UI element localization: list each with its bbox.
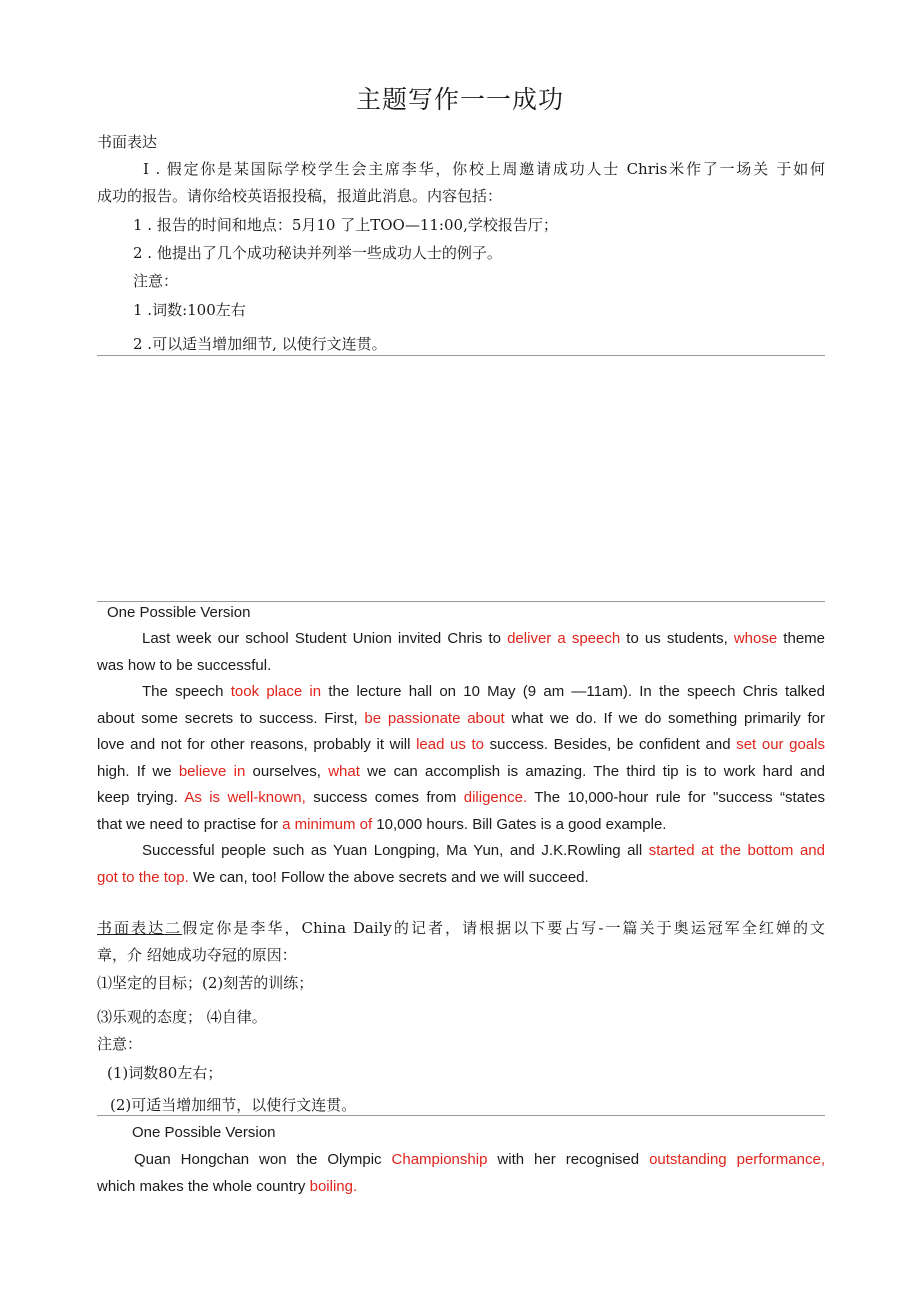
highlight-phrase: deliver a speech: [507, 630, 621, 647]
highlight-phrase: whose: [733, 630, 778, 647]
text-run: love and not for other reasons, probably it will: [97, 736, 417, 753]
task1-note2: 2 .可以适当增加细节, 以使行文连贯。: [133, 335, 387, 353]
task1-point2: 2 . 他提出了几个成功秘诀并列举一些成功人士的例子。: [133, 244, 502, 262]
text-run: success. Besides, be confident and: [484, 736, 737, 753]
version1-p2-line1: [97, 681, 825, 703]
version1-p1-line2: was how to be successful.: [97, 657, 272, 674]
text-run: Successful people such as Yuan Longping, Ma Yun, and J.K.Rowling all: [142, 842, 649, 859]
text-run: success comes from: [305, 789, 464, 806]
text-run: about some secrets to success. First,: [97, 710, 365, 727]
version2-line2: [97, 1176, 357, 1198]
highlight-phrase: believe in: [178, 763, 246, 780]
text-run: high. If we: [97, 763, 179, 780]
task1-note-label: 注意：: [133, 272, 179, 290]
highlight-phrase: what: [328, 763, 360, 780]
highlight-phrase: As is well-known,: [184, 789, 306, 806]
version2-label: One Possible Version: [132, 1124, 276, 1141]
highlight-phrase: got to the top.: [97, 869, 189, 886]
task2-points-b: ⑶乐观的态度； ⑷自律。: [97, 1008, 267, 1026]
text-run: to us students,: [620, 630, 734, 647]
version1-p3-line2: [97, 867, 589, 889]
version1-p2-line3: [97, 734, 825, 756]
text-run: that we need to practise for: [97, 816, 283, 833]
highlight-phrase: started at the bottom and: [648, 842, 825, 859]
highlight-phrase: lead us to: [416, 736, 485, 753]
text-run: what we do. If we do something primarily for: [504, 710, 825, 727]
task2-points-a: ⑴坚定的目标；(2)刻苦的训练；: [97, 974, 314, 992]
task2-line2: 章，介 绍她成功夺冠的原因：: [97, 946, 297, 964]
version2-line1: [97, 1149, 825, 1171]
task1-point1: 1 . 报告的时间和地点：5月10 了上TOO—11:00,学校报告厅；: [133, 216, 558, 234]
highlight-phrase: diligence.: [463, 789, 528, 806]
task2-note-label: 注意：: [97, 1035, 143, 1053]
text-run: theme: [777, 630, 825, 647]
text-run: We can, too! Follow the above secrets and we will succeed.: [188, 869, 589, 886]
divider: [97, 1115, 825, 1116]
version1-p2-line5: [97, 787, 825, 809]
version1-p3-line1: [97, 840, 825, 862]
text-run: the lecture hall on 10 May (9 am —11am). In the speech Chris talked: [321, 683, 825, 700]
task2-heading: 书面表达二: [97, 919, 183, 937]
task1-prompt-line1: I . 假定你是某国际学校学生会主席李华，你校上周邀请成功人士 Chris米作了一场关 于如何: [143, 160, 825, 178]
highlight-phrase: set our goals: [736, 736, 826, 753]
task1-prompt-line2: 成功的报告。请你给校英语报投稿，报道此消息。内容包括：: [97, 187, 503, 205]
highlight-phrase: a minimum of: [282, 816, 373, 833]
highlight-phrase: Championship: [391, 1151, 488, 1168]
page-title: 主题写作一一成功: [355, 85, 564, 114]
text-run: we can accomplish is amazing. The third tip is to work hard and: [359, 763, 825, 780]
text-run: Quan Hongchan won the Olympic: [134, 1151, 392, 1168]
task2-note1: (1)词数80左右；: [107, 1064, 223, 1082]
text-run: Last week our school Student Union invited Chris to: [142, 630, 508, 647]
highlight-phrase: took place in: [230, 683, 322, 700]
task1-heading: 书面表达: [97, 133, 158, 151]
highlight-phrase: boiling.: [309, 1178, 358, 1195]
task1-note1: 1 .词数:100左右: [133, 301, 246, 319]
task2-note2: (2)可适当增加细节，以使行文连贯。: [110, 1096, 357, 1114]
text-run: The 10,000-hour rule for "success “states: [527, 789, 825, 806]
version1-p2-line2: [97, 708, 825, 730]
version1-p2-line4: [97, 761, 825, 783]
highlight-phrase: be passionate about: [364, 710, 505, 727]
text-run: with her recognised: [487, 1151, 650, 1168]
highlight-phrase: outstanding performance,: [649, 1151, 825, 1168]
text-run: keep trying.: [97, 789, 185, 806]
version1-p1-line1: [97, 628, 825, 650]
text-run: 假定你是李华，China Daily的记者，请根据以下要占写-一篇关于奥运冠军全红婵的文: [182, 919, 825, 937]
version1-p2-line6: [97, 814, 666, 836]
text-run: ourselves,: [245, 763, 329, 780]
text-run: The speech: [142, 683, 231, 700]
text-run: 10,000 hours. Bill Gates is a good example.: [372, 816, 667, 833]
task2-line1: [97, 917, 825, 939]
text-run: which makes the whole country: [97, 1178, 310, 1195]
version1-label: One Possible Version: [107, 604, 251, 621]
divider: [97, 355, 825, 356]
